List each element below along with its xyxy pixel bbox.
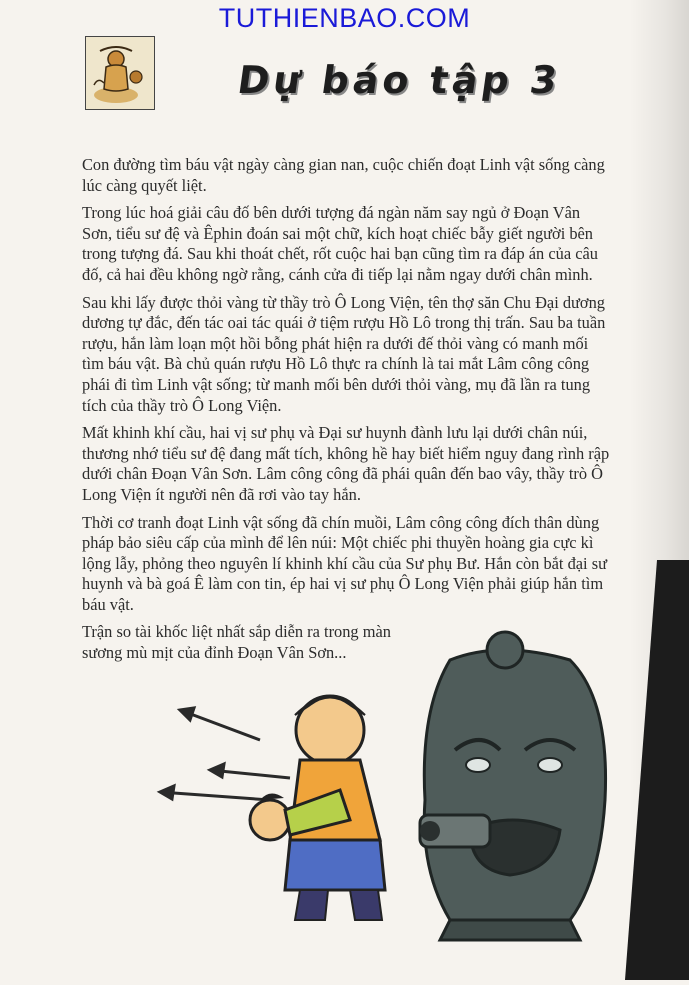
site-watermark[interactable]: TUTHIENBAO.COM bbox=[218, 3, 471, 33]
paragraph: Con đường tìm báu vật ngày càng gian nan, cuộc chiến đoạt Linh vật sống càng lúc càng quyết liệt. bbox=[82, 155, 605, 195]
paragraph: Trận so tài khốc liệt nhất sắp diễn ra trong màn sương mù mịt của đỉnh Đoạn Vân Sơn... bbox=[82, 622, 391, 663]
synopsis-text bbox=[82, 155, 612, 671]
paragraph: Sau khi lấy được thỏi vàng từ thầy trò Ô Long Viện, tên thợ săn Chu Đại dương dương tự đắc, đến tác oai tác quái ở tiệm rượu Hồ Lô trong thị trấn. Sau ba tuần rượu, hắn làm loạn một hồi bỗng phát hiện ra dưới đế thỏi vàng có manh mối tìm báu vật. Bà chủ quán rượu Hồ Lô thực ra chính là tai mắt Lâm công công phái đi tìm Linh vật sống; từ manh mối bên dưới thỏi vàng, mụ đã lần ra tung tích của thầy trò Ô Long Viện. bbox=[82, 292, 606, 415]
paragraph: Trong lúc hoá giải câu đố bên dưới tượng đá ngàn năm say ngủ ở Đoạn Vân Sơn, tiểu sư đệ và Êphin đoán sai một chữ, kích hoạt chiếc bẫy giết người bên trong tượng đá. Sau khi thoát chết, rốt cuộc hai bạn cũng tìm ra đáp án của câu đố, cả hai đều không ngờ rằng, cánh cửa đi tiếp lại nằm ngay dưới chân mình. bbox=[82, 203, 598, 284]
characters-icon bbox=[250, 696, 385, 920]
paragraph: Mất khinh khí cầu, hai vị sư phụ và Đại sư huynh đành lưu lại dưới chân núi, thương nhớ tiểu sư đệ đang mất tích, không hề hay biết hiểm nguy đang rình rập dưới chân Đoạn Vân Sơn. Lâm công công đã phái quân đến bao vây, thầy trò Ô Long Viện ít người nên đã rơi vào tay hắn. bbox=[82, 423, 610, 504]
statue-head-icon bbox=[420, 632, 606, 940]
comic-illustration bbox=[150, 620, 620, 980]
arrow-icons bbox=[160, 708, 290, 800]
chapter-logo-icon bbox=[85, 36, 155, 110]
paragraph: Thời cơ tranh đoạt Linh vật sống đã chín muồi, Lâm công công đích thân dùng pháp bảo siêu cấp của mình để lên núi: Một chiếc phi thuyền hoàng gia cực kì lộng lẫy, phỏng theo nguyên lí khinh khí cầu của Sư phụ Bư. Hắn còn bắt đại sư huynh và bà goá Ê làm con tin, ép hai vị sư phụ Ô Long Viện phải giúp hắn tìm báu vật. bbox=[82, 512, 607, 614]
chapter-title: Dự báo tập 3 bbox=[234, 58, 564, 102]
